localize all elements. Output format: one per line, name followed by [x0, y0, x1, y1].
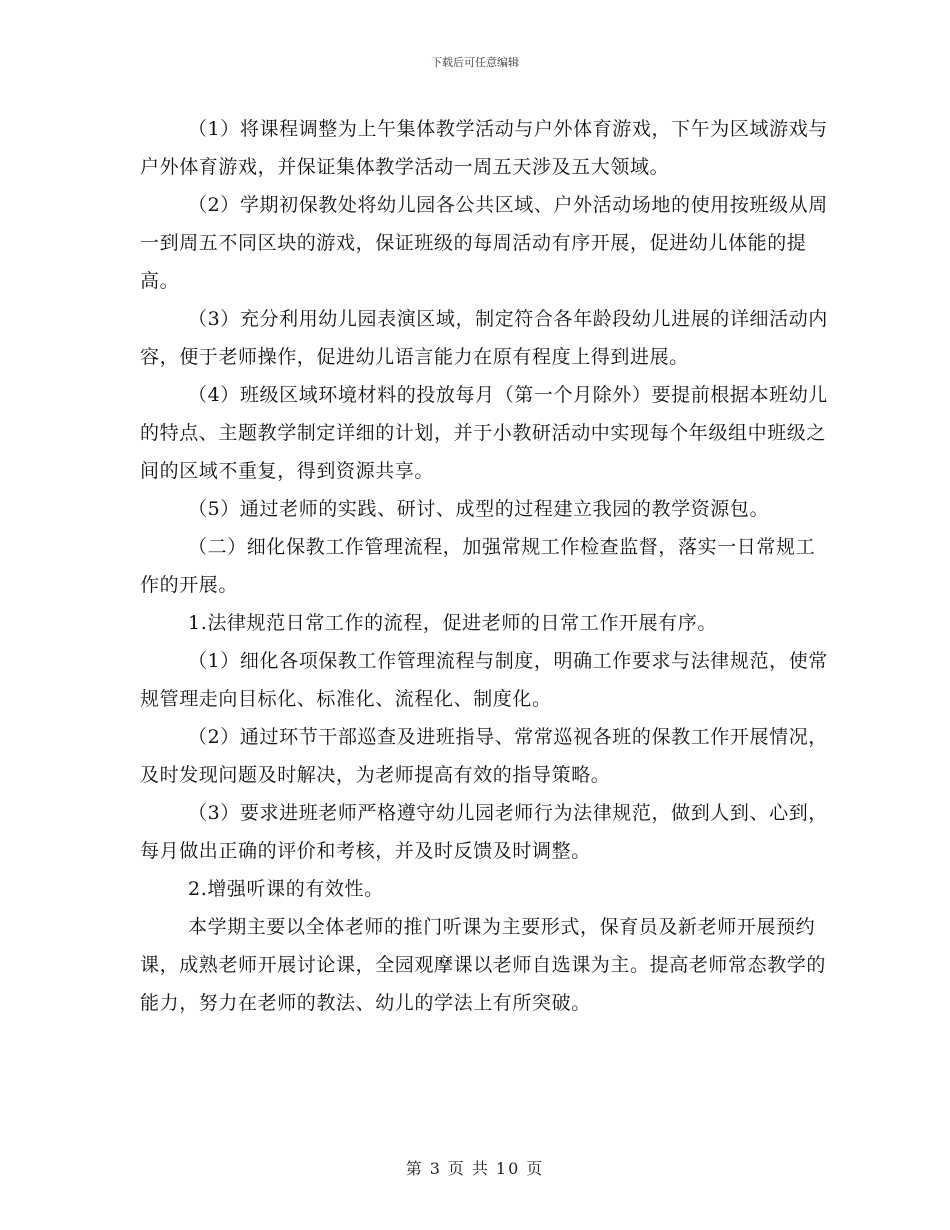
page-footer [0, 1156, 950, 1179]
footer-page-word: 页 [447, 1159, 466, 1178]
footer-suffix: 页 [526, 1159, 545, 1178]
section-heading-management-process: （二）细化保教工作管理流程，加强常规工作检查监督，落实一日常规工作的开展。 [140, 536, 816, 596]
footer-prefix: 第 [405, 1159, 424, 1178]
current-page-number: 3 [429, 1159, 442, 1178]
paragraph-teacher-norms: （3）要求进班老师严格遵守幼儿园老师行为法律规范，做到人到、心到，每月做出正确的评价和考核，并及时反馈及时调整。 [140, 802, 828, 862]
subheading-daily-workflow: 1.法律规范日常工作的流程，促进老师的日常工作开展有序。 [188, 612, 717, 634]
paragraph-performance-area: （3）充分利用幼儿园表演区域，制定符合各年龄段幼儿进展的详细活动内容，便于老师操作，促进幼儿语言能力在原有程度上得到进展。 [140, 308, 828, 368]
paragraph-area-materials: （4）班级区域环境材料的投放每月（第一个月除外）要提前根据本班幼儿的特点、主题教学制定详细的计划，并于小教研活动中实现每个年级组中班级之间的区域不重复，得到资源共享。 [140, 384, 828, 482]
header-note: 下载后可任意编辑 [431, 56, 519, 69]
paragraph-resource-pack: （5）通过老师的实践、研讨、成型的过程建立我园的教学资源包。 [188, 498, 770, 520]
paragraph-lesson-forms: 本学期主要以全体老师的推门听课为主要形式，保育员及新老师开展预约课，成熟老师开展讨论课，全园观摩课以老师自选课为主。提高老师常态教学的能力，努力在老师的教法、幼儿的学法上有所突破。 [140, 916, 827, 1014]
subheading-lesson-observation: 2.增强听课的有效性。 [188, 878, 384, 900]
paragraph-course-adjustment: （1）将课程调整为上午集体教学活动与户外体育游戏，下午为区域游戏与户外体育游戏，并保证集体教学活动一周五天涉及五大领域。 [140, 118, 828, 178]
paragraph-area-usage: （2）学期初保教处将幼儿园各公共区域、户外活动场地的使用按班级从周一到周五不同区块的游戏，保证班级的每周活动有序开展，促进幼儿体能的提高。 [140, 194, 828, 292]
footer-total-word: 共 [471, 1159, 490, 1178]
paragraph-refine-process: （1）细化各项保教工作管理流程与制度，明确工作要求与法律规范，使常规管理走向目标化、标准化、流程化、制度化。 [140, 650, 828, 710]
paragraph-inspection: （2）通过环节干部巡查及进班指导、常常巡视各班的保教工作开展情况，及时发现问题及时解决，为老师提高有效的指导策略。 [140, 726, 828, 786]
document-body [140, 110, 830, 1022]
total-page-count: 10 [495, 1159, 521, 1178]
